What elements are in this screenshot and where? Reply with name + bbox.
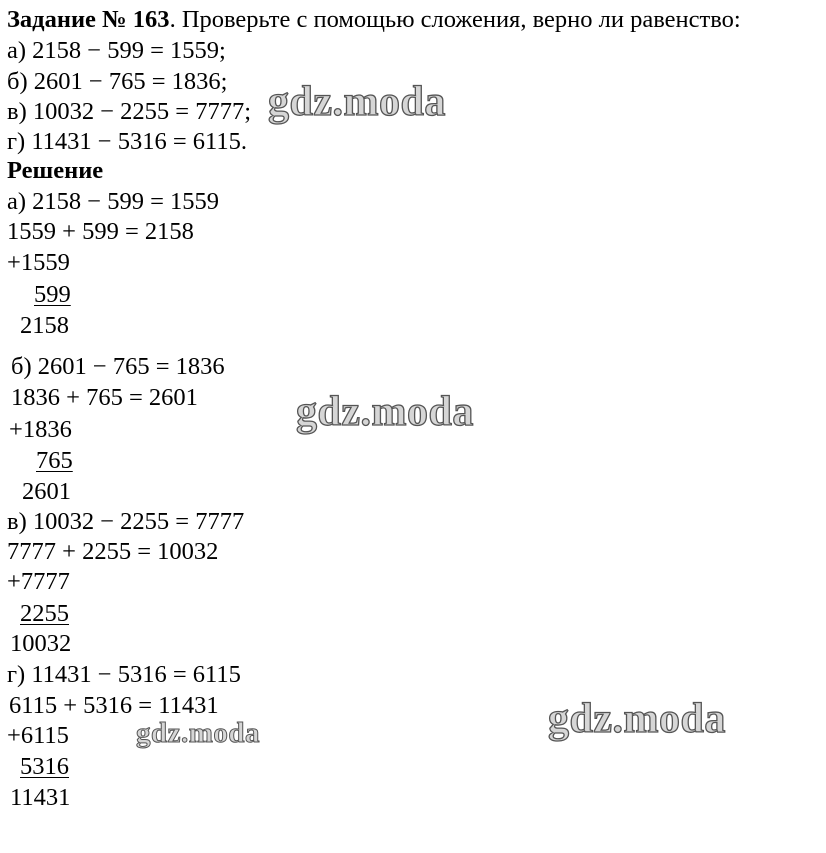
- task-item-a: а) 2158 − 599 = 1559;: [7, 37, 226, 64]
- part-a-sum: 2158: [20, 312, 69, 339]
- part-c-check: 7777 + 2255 = 10032: [7, 538, 219, 565]
- part-d-addend1: +6115: [7, 722, 69, 749]
- task-item-d: г) 11431 − 5316 = 6115.: [7, 128, 248, 155]
- part-c-sum: 10032: [10, 630, 72, 657]
- watermark-bottom-right: gdz.moda: [548, 696, 726, 742]
- part-b-addend1: +1836: [9, 416, 72, 443]
- part-c-addend1: +7777: [7, 568, 70, 595]
- part-b-sum: 2601: [22, 478, 71, 505]
- watermark-middle: gdz.moda: [296, 389, 474, 435]
- part-c-addend2-value: 2255: [20, 600, 69, 627]
- solution-heading: Решение: [7, 157, 104, 184]
- part-d-check: 6115 + 5316 = 11431: [9, 692, 219, 719]
- part-b-addend2-value: 765: [36, 447, 73, 474]
- task-item-c: в) 10032 − 2255 = 7777;: [7, 98, 252, 125]
- watermark-bottom-left: gdz.moda: [136, 717, 261, 749]
- part-a-equation: а) 2158 − 599 = 1559: [7, 188, 220, 215]
- task-statement: [7, 5, 741, 35]
- part-a-addend1: +1559: [7, 249, 70, 276]
- part-a-addend2-value: 599: [34, 281, 71, 308]
- part-b-addend2: [22, 446, 73, 476]
- part-d-addend2-value: 5316: [20, 753, 69, 780]
- part-a-addend2: [20, 280, 71, 310]
- part-c-equation: в) 10032 − 2255 = 7777: [7, 508, 245, 535]
- part-d-addend2: [14, 752, 69, 782]
- watermark-top: gdz.moda: [268, 79, 446, 125]
- task-label: Задание № 163: [7, 6, 170, 33]
- part-a-check: 1559 + 599 = 2158: [7, 218, 194, 245]
- task-text: . Проверьте с помощью сложения, верно ли равенство:: [169, 6, 741, 33]
- part-b-equation: б) 2601 − 765 = 1836: [11, 353, 225, 380]
- part-c-addend2: [14, 599, 69, 629]
- part-d-equation: г) 11431 − 5316 = 6115: [7, 661, 241, 688]
- part-b-check: 1836 + 765 = 2601: [11, 384, 198, 411]
- part-d-sum: 11431: [10, 784, 71, 811]
- task-item-b: б) 2601 − 765 = 1836;: [7, 68, 228, 95]
